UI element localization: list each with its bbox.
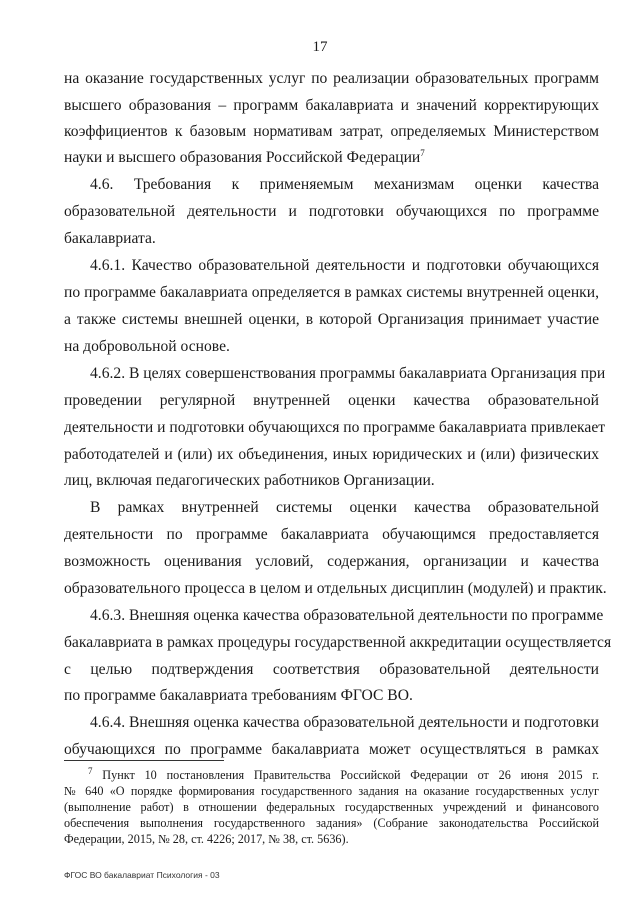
footnote-line: обеспечения выполнения государственного задания» (Собрание законодательства Российской [64,816,599,830]
body-line: деятельности по программе бакалавриата обучающимся предоставляется [64,526,599,543]
footnote-line-with-marker [88,765,599,783]
body-line: образовательного процесса в целом и отдельных дисциплин (модулей) и практик. [64,580,607,597]
paragraph-4-6-3: 4.6.3. Внешняя оценка качества образовательной деятельности по программе [90,607,604,624]
paragraph-4-6-1: 4.6.1. Качество образовательной деятельности и подготовки обучающихся [90,257,599,274]
body-line: деятельности и подготовки обучающихся по программе бакалавриата привлекает [64,419,606,436]
body-line: работодателей и (или) их объединения, иных юридических и (или) физических [64,446,599,463]
body-line-text: науки и высшего образования Российской Федерации [64,149,421,166]
body-line: а также системы внешней оценки, в которой Организация принимает участие [64,311,599,328]
body-line: коэффициентов к базовым нормативам затрат, определяемых Министерством [64,123,599,140]
body-line: обучающихся по программе бакалавриата может осуществляться в рамках [64,741,599,758]
footnote-line: Федерации, 2015, № 28, ст. 4226; 2017, № 38, ст. 5636). [64,832,349,846]
body-line: на добровольной основе. [64,338,230,355]
footnote-line: (выполнение работ) в отношении федеральных государственных учреждений и финансового [64,800,599,814]
footnote-line: № 640 «О порядке формирования государственного задания на оказание государственных услуг [64,784,599,798]
page-number: 17 [312,39,328,55]
section-heading-4-6: 4.6. Требования к применяемым механизмам оценки качества [90,176,599,193]
paragraph-4-6-4: 4.6.4. Внешняя оценка качества образовательной деятельности и подготовки [90,714,599,731]
footnote-marker: 7 [88,765,93,776]
body-line-with-footnote-ref [64,148,599,168]
body-line: проведении регулярной внутренней оценки качества образовательной [64,392,599,409]
body-line: по программе бакалавриата определяется в рамках системы внутренней оценки, [64,284,599,301]
body-line: бакалавриата в рамках процедуры государственной аккредитации осуществляется [64,634,612,651]
footnote-reference: 7 [420,147,425,158]
document-footer: ФГОС ВО бакалавриат Психология - 03 [64,870,220,880]
body-line: образовательной деятельности и подготовки обучающихся по программе [64,203,599,220]
body-line: на оказание государственных услуг по реализации образовательных программ [64,70,599,87]
paragraph-4-6-2: 4.6.2. В целях совершенствования программы бакалавриата Организация при [90,365,606,382]
footnote-separator [64,760,224,761]
footnote-text: Пункт 10 постановления Правительства Российской Федерации от 26 июня 2015 г. [102,768,599,782]
paragraph-internal-assessment: В рамках внутренней системы оценки качества образовательной [90,499,599,516]
body-line: лиц, включая педагогических работников Организации. [64,472,435,489]
body-line: возможность оценивания условий, содержания, организации и качества [64,553,599,570]
body-line: с целью подтверждения соответствия образовательной деятельности [64,661,599,678]
body-line: бакалавриата. [64,230,156,247]
body-line: по программе бакалавриата требованиям ФГОС ВО. [64,687,413,704]
body-line: высшего образования – программ бакалавриата и значений корректирующих [64,97,599,114]
